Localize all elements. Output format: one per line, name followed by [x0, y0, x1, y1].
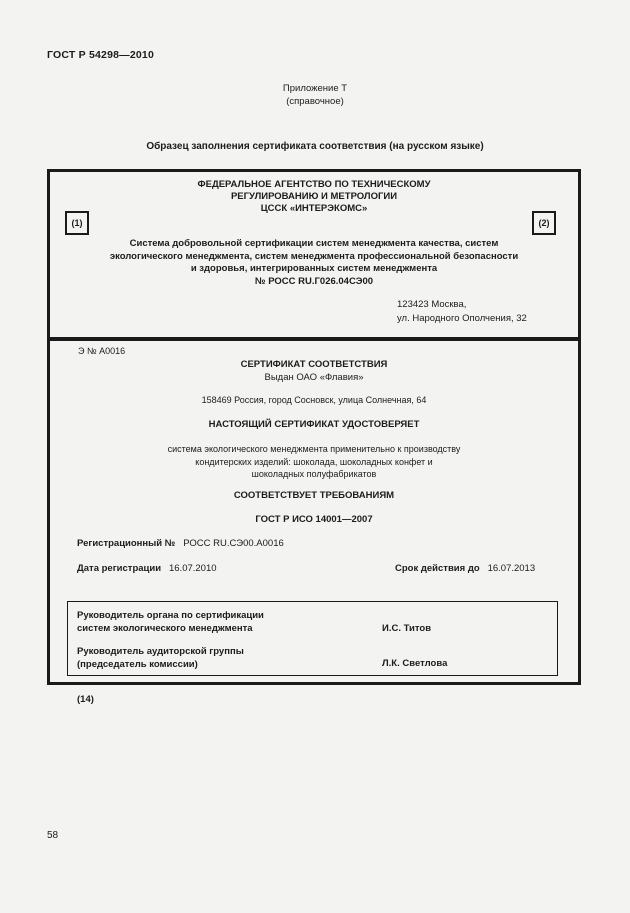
agency-line: РЕГУЛИРОВАНИЮ И МЕТРОЛОГИИ — [230, 191, 398, 202]
registration-date-value: 16.07.2010 — [168, 563, 217, 574]
agency-address — [397, 298, 527, 325]
complies-heading: СООТВЕТСТВУЕТ ТРЕБОВАНИЯМ — [233, 490, 395, 501]
registration-number-row — [77, 538, 284, 549]
marker-2: (2) — [532, 211, 556, 235]
certificate-title: СЕРТИФИКАТ СООТВЕТСТВИЯ — [240, 359, 388, 370]
certificate-divider — [47, 337, 581, 341]
registration-date-label: Дата регистрации — [77, 563, 162, 574]
issued-to: Выдан ОАО «Флавия» — [264, 372, 364, 383]
agency-line: ЦССК «ИНТЕРЭКОМС» — [260, 203, 368, 214]
certification-system-block — [47, 238, 581, 288]
system-line: экологического менеджмента, систем менеджмента профессиональной безопасности — [109, 250, 519, 262]
scope-line: система экологического менеджмента применительно к производству — [167, 444, 461, 454]
annex-header — [0, 82, 630, 108]
annex-subtitle: (справочное) — [286, 96, 344, 107]
audit-signature-name: Л.К. Светлова — [382, 658, 448, 669]
head-signature-role — [77, 610, 264, 635]
section-heading: Образец заполнения сертификата соответствия (на русском языке) — [146, 141, 484, 152]
system-registration: № РОСС RU.Г026.04СЭ00 — [254, 275, 374, 287]
annex-title: Приложение Т — [282, 83, 348, 94]
registration-number-label: Регистрационный № — [77, 538, 176, 549]
agency-line: ФЕДЕРАЛЬНОЕ АГЕНТСТВО ПО ТЕХНИЧЕСКОМУ — [197, 179, 431, 190]
certificate-title-block — [47, 358, 581, 384]
registration-date-row — [77, 563, 217, 574]
role-line: Руководитель аудиторской группы — [77, 646, 244, 657]
validity-label: Срок действия до — [395, 563, 480, 574]
registration-number-value: РОСС RU.СЭ00.А0016 — [183, 538, 284, 549]
scope-line: кондитерских изделий: шоколада, шоколадных конфет и — [195, 456, 433, 467]
system-line: и здоровья, интегрированных систем менеджмента — [190, 263, 438, 274]
agency-block — [47, 179, 581, 215]
head-signature-name: И.С. Титов — [382, 623, 432, 634]
certifies-heading: НАСТОЯЩИЙ СЕРТИФИКАТ УДОСТОВЕРЯЕТ — [208, 419, 420, 430]
role-line: (председатель комиссии) — [77, 658, 198, 670]
address-line: 123423 Москва, — [397, 299, 467, 310]
standard-reference: ГОСТ Р ИСО 14001—2007 — [255, 514, 373, 525]
certification-scope — [47, 443, 581, 481]
address-line: ул. Народного Ополчения, 32 — [397, 312, 527, 324]
holder-address: 158469 Россия, город Сосновск, улица Солнечная, 64 — [201, 395, 427, 405]
validity-value: 16.07.2013 — [487, 563, 536, 574]
marker-14: (14) — [77, 694, 94, 705]
marker-1: (1) — [65, 211, 89, 235]
system-line: Система добровольной сертификации систем менеджмента качества, систем — [129, 238, 499, 249]
role-line: Руководитель органа по сертификации — [77, 610, 264, 621]
scope-line: шоколадных полуфабрикатов — [251, 469, 377, 479]
audit-signature-role — [77, 646, 244, 671]
page-number: 58 — [47, 830, 59, 841]
certificate-serial: Э № А0016 — [78, 346, 126, 356]
validity-row — [395, 563, 535, 574]
document-code: ГОСТ Р 54298—2010 — [47, 49, 155, 61]
role-line: систем экологического менеджмента — [77, 622, 253, 634]
